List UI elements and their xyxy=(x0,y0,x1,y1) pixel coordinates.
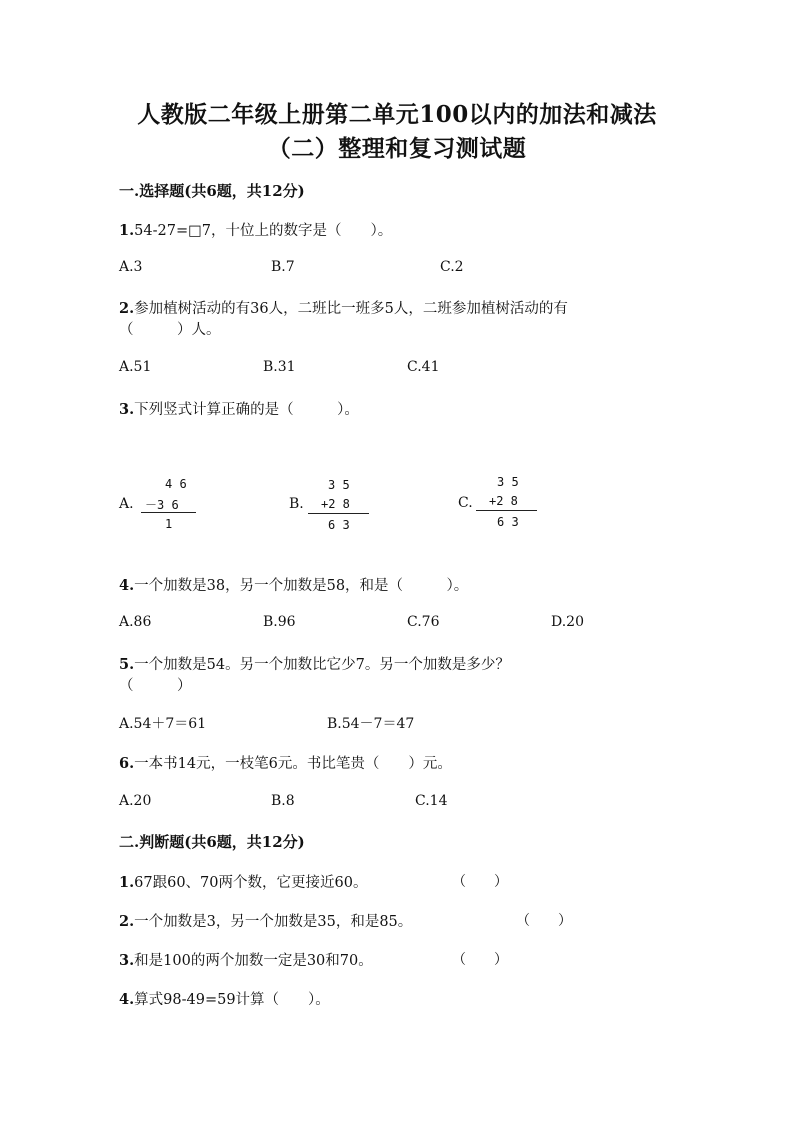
question-number: 2. xyxy=(119,300,135,317)
s1-q6-option-b[interactable]: B.8 xyxy=(271,793,295,809)
s1-q6-option-c[interactable]: C.14 xyxy=(415,793,448,809)
s1-q3-option-c-label[interactable]: C. xyxy=(458,495,473,511)
s1-question-1 xyxy=(119,219,392,240)
s2-question-4 xyxy=(119,988,330,1009)
vertical-top: 3 5 xyxy=(328,478,350,492)
question-number: 3. xyxy=(119,401,135,418)
question-number: 2. xyxy=(119,913,135,930)
s1-q1-option-b[interactable]: B.7 xyxy=(271,259,295,275)
vertical-top: 3 5 xyxy=(497,475,519,489)
s1-q1-option-a[interactable]: A.3 xyxy=(119,259,143,275)
s1-q1-option-c[interactable]: C.2 xyxy=(440,259,464,275)
question-text: 和是100的两个加数一定是30和70。 xyxy=(134,953,373,969)
question-number: 4. xyxy=(119,991,135,1008)
s1-q3-option-a-label[interactable]: A. xyxy=(119,496,134,512)
s1-q6-option-a[interactable]: A.20 xyxy=(119,793,152,809)
vertical-mid: +2 8 xyxy=(321,497,350,511)
question-text: 一个加数是38，另一个加数是58，和是（ ）。 xyxy=(134,578,469,594)
s1-q2-option-b[interactable]: B.31 xyxy=(263,359,296,375)
s2-question-1 xyxy=(119,871,367,892)
question-number: 1. xyxy=(119,222,135,239)
s2-q1-answer-blank[interactable]: （ ） xyxy=(452,874,508,890)
s1-q5-option-b[interactable]: B.54－7＝47 xyxy=(327,716,415,732)
vertical-result: 1 xyxy=(165,517,173,531)
vertical-mid: －3 6 xyxy=(145,498,179,512)
question-text-line1: 一个加数是54。另一个加数比它少7。另一个加数是多少？ xyxy=(134,657,510,673)
question-number: 5. xyxy=(119,656,135,673)
vertical-line xyxy=(308,513,369,514)
question-number: 1. xyxy=(119,874,135,891)
question-text: 一个加数是3，另一个加数是35，和是85。 xyxy=(134,914,413,930)
question-number: 6. xyxy=(119,755,135,772)
page-title-line1: 人教版二年级上册第二单元100以内的加法和减法 xyxy=(137,101,657,128)
question-text: 下列竖式计算正确的是（ ）。 xyxy=(134,402,359,418)
question-text: 54-27=□7，十位上的数字是（ ）。 xyxy=(134,223,393,239)
s2-q2-answer-blank[interactable]: （ ） xyxy=(516,913,572,929)
question-text-line2: （ ） xyxy=(119,678,192,694)
s1-q3-option-b-label[interactable]: B. xyxy=(289,496,304,512)
vertical-mid: +2 8 xyxy=(489,494,518,508)
question-text: 67跟60、70两个数，它更接近60。 xyxy=(134,875,368,891)
s1-question-6 xyxy=(119,752,452,773)
s2-q3-answer-blank[interactable]: （ ） xyxy=(452,952,508,968)
s1-q4-option-b[interactable]: B.96 xyxy=(263,614,296,630)
s1-q2-option-c[interactable]: C.41 xyxy=(407,359,440,375)
s2-question-3 xyxy=(119,949,373,970)
question-text-line2: （ ）人。 xyxy=(119,322,221,338)
s1-q4-option-c[interactable]: C.76 xyxy=(407,614,440,630)
vertical-top: 4 6 xyxy=(165,477,187,491)
s1-question-5 xyxy=(119,653,510,674)
s1-q2-option-a[interactable]: A.51 xyxy=(119,359,152,375)
vertical-result: 6 3 xyxy=(497,515,519,529)
vertical-line xyxy=(476,510,537,511)
vertical-result: 6 3 xyxy=(328,518,350,532)
s1-q4-option-a[interactable]: A.86 xyxy=(119,614,152,630)
section1-heading: 一.选择题(共6题，共12分) xyxy=(119,182,305,200)
question-number: 3. xyxy=(119,952,135,969)
section2-heading: 二.判断题(共6题，共12分) xyxy=(119,833,305,851)
question-text-line1: 参加植树活动的有36人，二班比一班多5人，二班参加植树活动的有 xyxy=(134,301,568,317)
s1-question-3 xyxy=(119,398,359,419)
s2-question-2 xyxy=(119,910,412,931)
s1-question-2 xyxy=(119,297,568,318)
s1-question-4 xyxy=(119,574,468,595)
question-text: 算式98-49=59计算（ ）。 xyxy=(134,992,330,1008)
vertical-line xyxy=(141,512,196,513)
page-title-line2: （二）整理和复习测试题 xyxy=(267,135,527,162)
s1-q4-option-d[interactable]: D.20 xyxy=(551,614,584,630)
s1-q5-option-a[interactable]: A.54＋7＝61 xyxy=(119,716,207,732)
question-number: 4. xyxy=(119,577,135,594)
question-text: 一本书14元，一枝笔6元。书比笔贵（ ）元。 xyxy=(134,756,452,772)
